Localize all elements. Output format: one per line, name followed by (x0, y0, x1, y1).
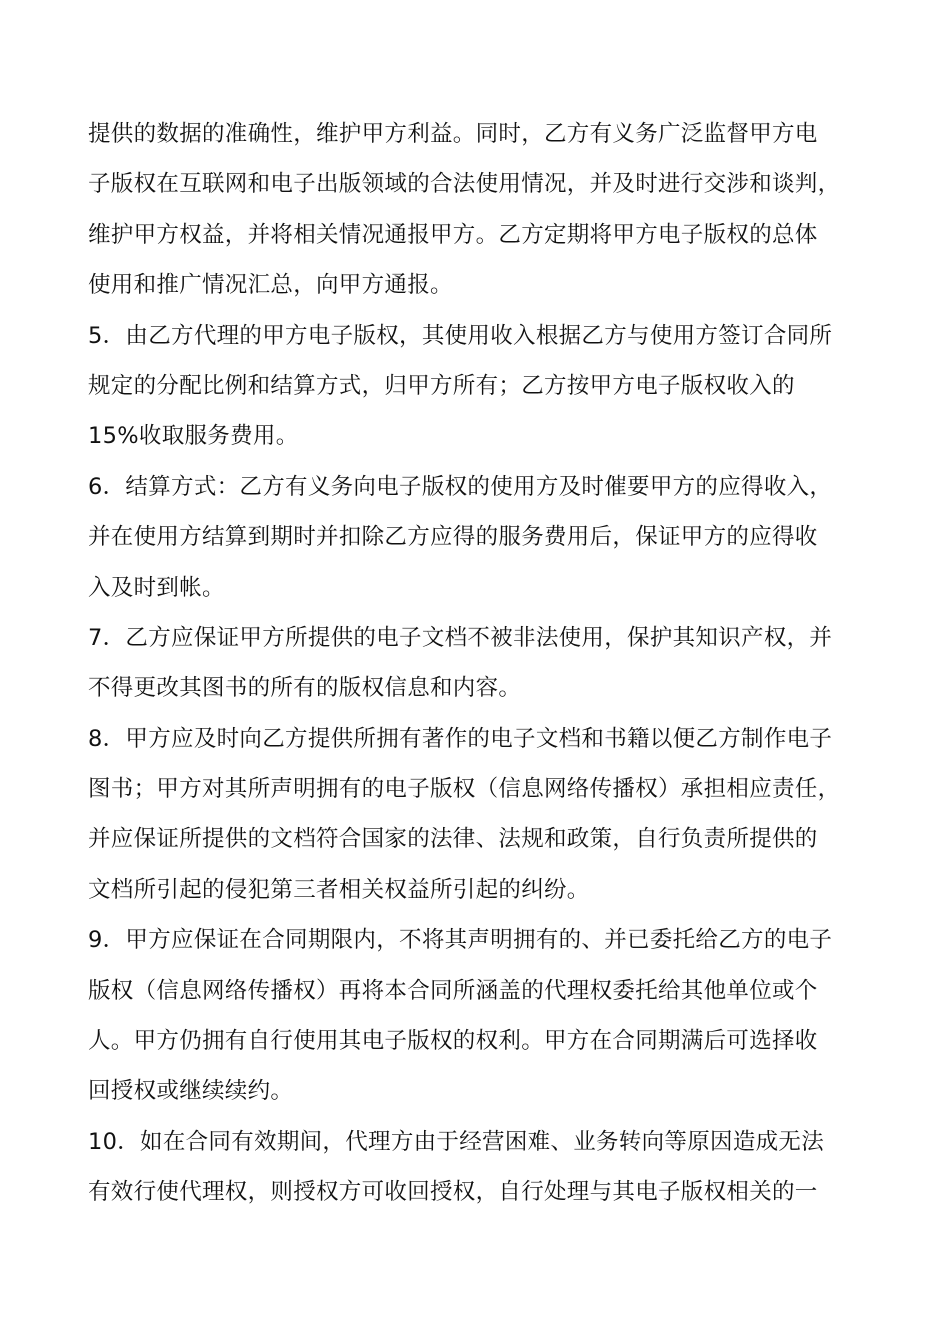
text-line: 规定的分配比例和结算方式，归甲方所有；乙方按甲方电子版权收入的 (88, 372, 795, 399)
text-line: 人。甲方仍拥有自行使用其电子版权的权利。甲方在合同期满后可选择收 (88, 1028, 818, 1055)
text-line: 维护甲方权益，并将相关情况通报甲方。乙方定期将甲方电子版权的总体 (88, 221, 818, 248)
clause-8-line: 8．甲方应及时向乙方提供所拥有著作的电子文档和书籍以便乙方制作电子 (88, 725, 833, 752)
clause-6-line: 6．结算方式：乙方有义务向电子版权的使用方及时催要甲方的应得收入， (88, 473, 833, 500)
text-line: 并在使用方结算到期时并扣除乙方应得的服务费用后，保证甲方的应得收 (88, 524, 818, 551)
clause-7-line: 7．乙方应保证甲方所提供的电子文档不被非法使用，保护其知识产权，并 (88, 624, 833, 651)
clause-9-line: 9．甲方应保证在合同期限内，不将其声明拥有的、并已委托给乙方的电子 (88, 927, 833, 954)
text-line: 并应保证所提供的文档符合国家的法律、法规和政策，自行负责所提供的 (88, 826, 818, 853)
text-line: 不得更改其图书的所有的版权信息和内容。 (88, 675, 522, 702)
text-line: 入及时到帐。 (88, 574, 225, 601)
text-line: 版权（信息网络传播权）再将本合同所涵盖的代理权委托给其他单位或个 (88, 977, 818, 1004)
text-line: 有效行使代理权，则授权方可收回授权，自行处理与其电子版权相关的一 (88, 1179, 818, 1206)
text-line: 15%收取服务费用。 (88, 423, 299, 450)
clause-10-line: 10．如在合同有效期间，代理方由于经营困难、业务转向等原因造成无法 (88, 1128, 825, 1155)
text-line: 回授权或继续续约。 (88, 1078, 294, 1105)
text-line: 文档所引起的侵犯第三者相关权益所引起的纠纷。 (88, 876, 590, 903)
clause-5-line: 5．由乙方代理的甲方电子版权，其使用收入根据乙方与使用方签订合同所 (88, 322, 833, 349)
text-line: 使用和推广情况汇总，向甲方通报。 (88, 272, 453, 299)
text-line: 提供的数据的准确性，维护甲方利益。同时，乙方有义务广泛监督甲方电 (88, 121, 818, 147)
text-line: 子版权在互联网和电子出版领域的合法使用情况，并及时进行交涉和谈判， (88, 171, 841, 198)
document-page (88, 109, 868, 1218)
text-line: 图书；甲方对其所声明拥有的电子版权（信息网络传播权）承担相应责任， (88, 776, 841, 803)
